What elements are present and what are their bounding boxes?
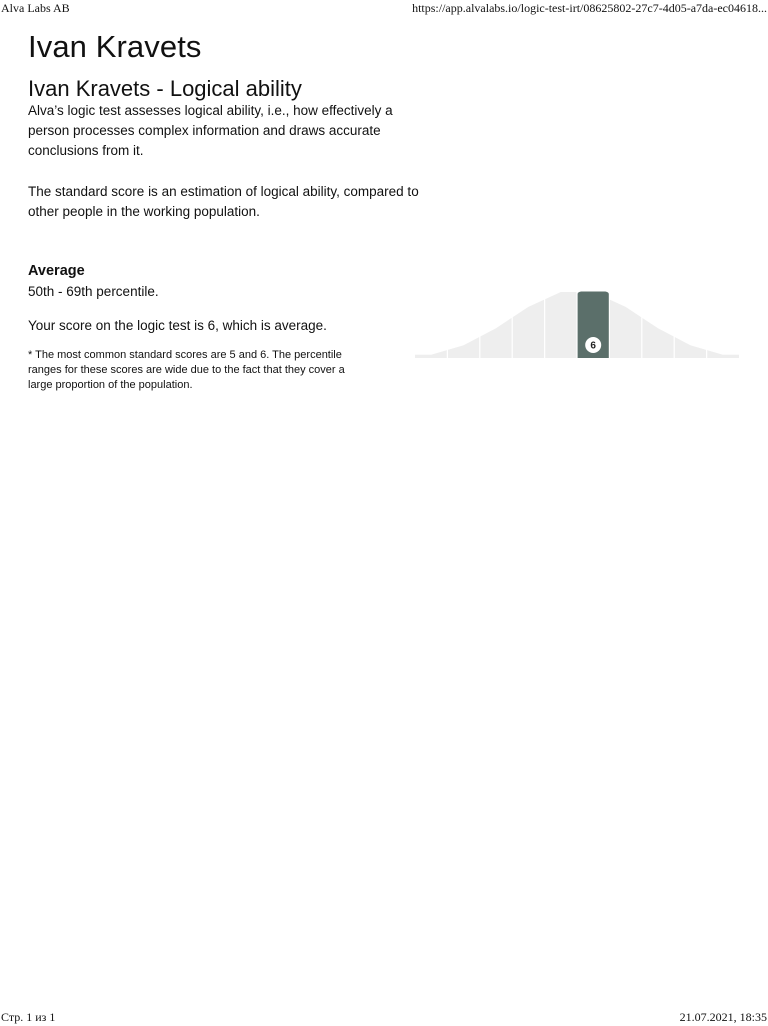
distribution-bar-4	[512, 307, 544, 358]
print-header	[0, 1, 768, 17]
distribution-bar-9	[674, 345, 706, 358]
candidate-name: Ivan Kravets	[28, 29, 202, 64]
result-level: Average	[28, 263, 85, 279]
distribution-bar-1	[415, 355, 447, 358]
score-sentence: Your score on the logic test is 6, which is average.	[28, 318, 327, 333]
test-description: Alva’s logic test assesses logical ability, i.e., how effectively a person processes complex information and draws accurate conclusions from it.	[28, 103, 393, 158]
print-header-url: https://app.alvalabs.io/logic-test-irt/08625802-27c7-4d05-a7da-ec04618...	[412, 1, 767, 15]
distribution-bar-5	[545, 292, 577, 358]
footnote: * The most common standard scores are 5 and 6. The percentile ranges for these scores are wide due to the fact that they cover a large proportion of the population.	[28, 349, 345, 391]
distribution-bar-2	[447, 345, 479, 358]
distribution-bar-8	[642, 328, 674, 358]
print-date: 21.07.2021, 18:35	[679, 1010, 767, 1024]
print-header-site: Alva Labs AB	[1, 1, 70, 15]
report-title: Ivan Kravets - Logical ability	[28, 76, 302, 101]
distribution-bar-10	[707, 355, 739, 358]
score-badge-label: 6	[590, 340, 596, 352]
standard-score-description: The standard score is an estimation of logical ability, compared to other people in the working population.	[28, 184, 419, 219]
distribution-bar-3	[480, 328, 512, 358]
score-distribution-chart	[415, 286, 739, 362]
percentile-range: 50th - 69th percentile.	[28, 284, 159, 299]
distribution-bar-7	[609, 307, 641, 358]
page-number: Стр. 1 из 1	[1, 1010, 56, 1024]
